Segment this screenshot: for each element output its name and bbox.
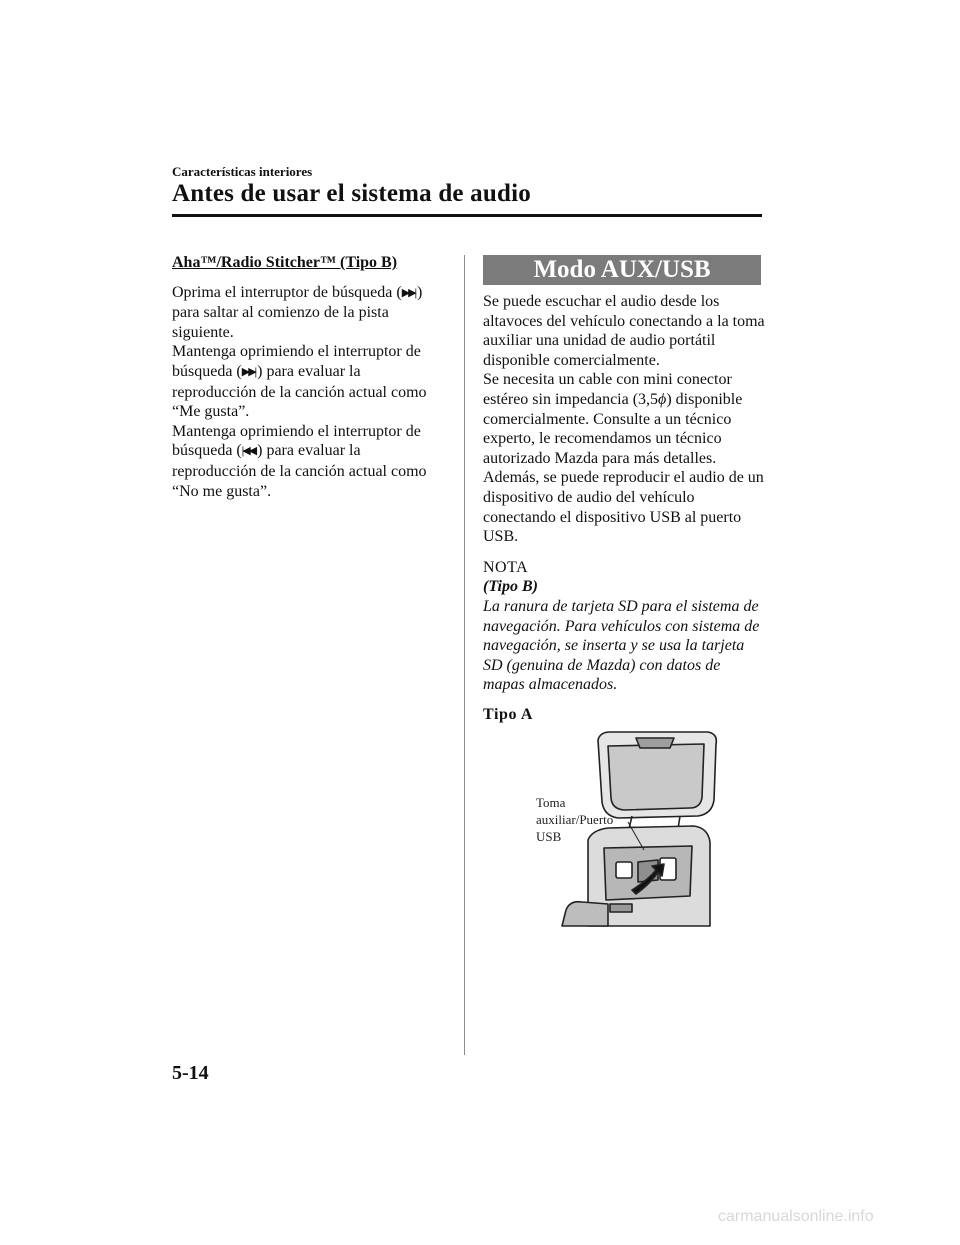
section-band-title: Modo AUX/USB [483, 255, 761, 285]
paragraph-usb: Además, se puede reproducir el audio de un dispositivo de audio del vehículo conectando el dispositivo USB al puerto USB. [483, 469, 764, 546]
heading-rule [172, 214, 762, 217]
paragraph-cable: Se necesita un cable con mini conector estéreo sin impedancia (3,5ϕ) disponible comercialmente. Consulte a un técnico experto, le recomendamos un técnico autorizado Mazda para más detalles. [483, 371, 743, 467]
right-column [483, 255, 765, 724]
page-title: Antes de usar el sistema de audio [172, 180, 531, 207]
note-text: La ranura de tarjeta SD para el sistema de navegación. Para vehículos con sistema de navegación, se inserta y se usa la tarjeta SD (genuina de Mazda) con datos de mapas almacenados. [483, 597, 760, 694]
paragraph-like: Mantenga oprimiendo el interruptor de búsqueda (▶▶| ) para evaluar la reproducción de la canción actual como “Me gusta”. [172, 343, 427, 421]
seek-next-icon: ▶▶| [401, 286, 416, 299]
page-number: 5-14 [172, 1062, 209, 1084]
watermark: carmanualsonline.info [718, 1208, 874, 1225]
note-label: NOTA [483, 558, 529, 576]
subheading-aha-stitcher: Aha™/Radio Stitcher™ (Tipo B) [172, 254, 398, 271]
paragraph-aux-intro: Se puede escuchar el audio desde los altavoces del vehículo conectando a la toma auxiliar una unidad de audio portátil disponible comercialmente. [483, 293, 765, 369]
note-tipo: (Tipo B) [483, 578, 538, 596]
left-column [172, 253, 442, 501]
seek-prev-icon: |◀◀ [241, 445, 256, 458]
paragraph-next-track: Oprima el interruptor de búsqueda (▶▶| ) para saltar al comienzo de la pista siguiente. [172, 283, 423, 341]
seek-next-icon: ▶▶| [241, 365, 256, 378]
callout-aux-usb: Toma auxiliar/Puerto USB [536, 795, 614, 844]
diameter-symbol: ϕ [658, 390, 667, 408]
column-divider [464, 255, 465, 1055]
paragraph-dislike: Mantenga oprimiendo el interruptor de búsqueda (|◀◀ ) para evaluar la reproducción de la canción actual como “No me gusta”. [172, 422, 427, 500]
section-label: Características interiores [172, 164, 313, 179]
tipo-a-label: Tipo A [483, 705, 533, 723]
